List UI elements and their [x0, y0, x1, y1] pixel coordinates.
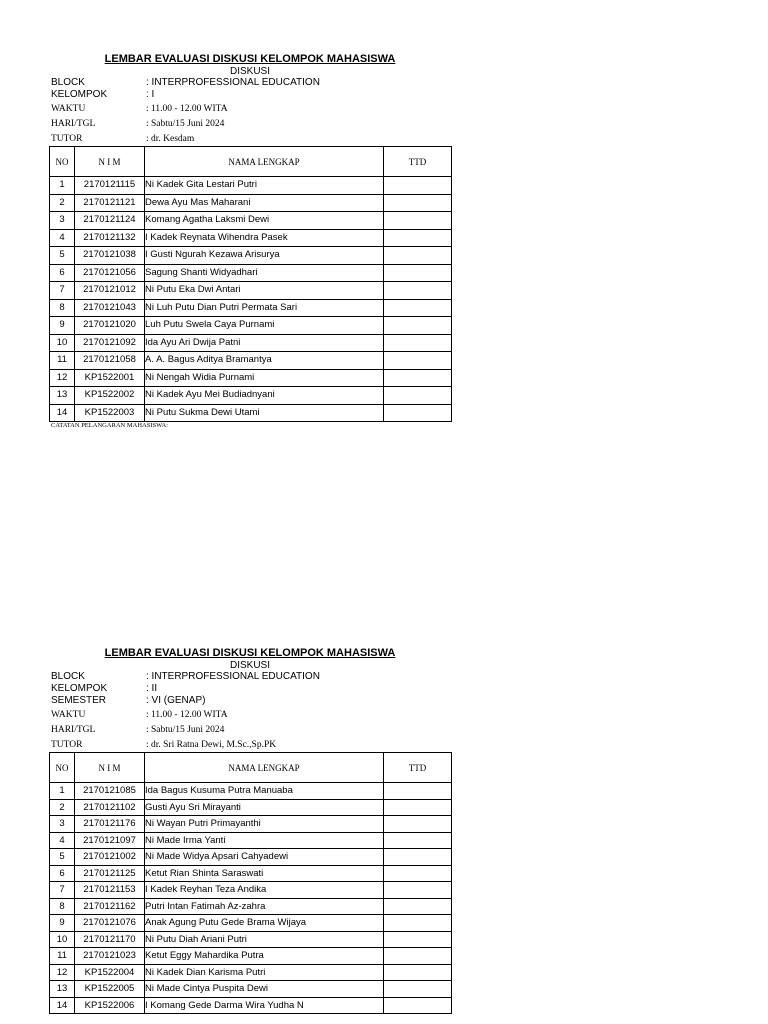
row-number: 5 [50, 247, 75, 265]
row-number: 5 [50, 849, 75, 866]
info-value: : 11.00 - 12.00 WITA [146, 104, 228, 114]
table-row [50, 783, 452, 800]
sheet-info [49, 77, 451, 146]
student-nim: KP1522001 [75, 369, 145, 387]
header-name: NAMA LENGKAP [145, 753, 384, 783]
signature-cell[interactable] [384, 898, 452, 915]
info-label: KELOMPOK [51, 683, 108, 694]
student-name: Ketut Eggy Mahardika Putra [145, 948, 384, 965]
table-row [50, 317, 452, 335]
student-nim: 2170121076 [75, 915, 145, 932]
table-row [50, 816, 452, 833]
student-name: Ni Putu Diah Ariani Putri [145, 931, 384, 948]
student-name: I Gusti Ngurah Kezawa Arisurya [145, 247, 384, 265]
violation-note: CATATAN PELANGARAN MAHASISWA: [51, 422, 169, 429]
student-nim: 2170121023 [75, 948, 145, 965]
info-value: : Sabtu/15 Juni 2024 [146, 725, 225, 735]
info-label: HARI/TGL [51, 119, 96, 129]
signature-cell[interactable] [384, 964, 452, 981]
student-name: Ni Wayan Putri Primayanthi [145, 816, 384, 833]
info-value: : Sabtu/15 Juni 2024 [146, 119, 225, 129]
student-nim: 2170121058 [75, 352, 145, 370]
student-name: I Komang Gede Darma Wira Yudha N [145, 997, 384, 1014]
student-name: Putri Intan Fatimah Az-zahra [145, 898, 384, 915]
table-row [50, 964, 452, 981]
table-row [50, 915, 452, 932]
student-nim: 2170121020 [75, 317, 145, 335]
row-number: 12 [50, 964, 75, 981]
info-value: : INTERPROFESSIONAL EDUCATION [146, 77, 320, 88]
student-name: Ni Made Cintya Puspita Dewi [145, 981, 384, 998]
student-name: Gusti Ayu Sri Mirayanti [145, 799, 384, 816]
table-row [50, 997, 452, 1014]
info-label: KELOMPOK [51, 89, 108, 100]
table-row [50, 352, 452, 370]
table-body [50, 783, 452, 1014]
signature-cell[interactable] [384, 194, 452, 212]
info-label: TUTOR [51, 740, 83, 750]
row-number: 7 [50, 882, 75, 899]
student-name: Anak Agung Putu Gede Brama Wijaya [145, 915, 384, 932]
table-row [50, 229, 452, 247]
table-row [50, 948, 452, 965]
table-row [50, 247, 452, 265]
signature-cell[interactable] [384, 317, 452, 335]
table-row [50, 282, 452, 300]
signature-cell[interactable] [384, 352, 452, 370]
signature-cell[interactable] [384, 799, 452, 816]
info-row-tutor [49, 737, 451, 752]
student-name: A. A. Bagus Aditya Bramantya [145, 352, 384, 370]
table-row [50, 387, 452, 405]
info-row-waktu [49, 101, 451, 116]
student-name: Ni Putu Eka Dwi Antari [145, 282, 384, 300]
student-name: I Kadek Reyhan Teza Andika [145, 882, 384, 899]
table-row [50, 404, 452, 422]
student-name: Komang Agatha Laksmi Dewi [145, 212, 384, 230]
sheet-subtitle: DISKUSI [229, 66, 270, 77]
table-row [50, 799, 452, 816]
row-number: 6 [50, 264, 75, 282]
header-name: NAMA LENGKAP [145, 147, 384, 177]
info-value: : VI (GENAP) [146, 695, 206, 706]
row-number: 10 [50, 334, 75, 352]
student-nim: 2170121012 [75, 282, 145, 300]
signature-cell[interactable] [384, 387, 452, 405]
student-name: Ni Putu Sukma Dewi Utami [145, 404, 384, 422]
signature-cell[interactable] [384, 177, 452, 195]
row-number: 11 [50, 352, 75, 370]
info-value: : dr. Kesdam [146, 134, 195, 144]
student-name: Luh Putu Swela Caya Purnami [145, 317, 384, 335]
info-row-hari-tgl [49, 116, 451, 131]
student-nim: KP1522006 [75, 997, 145, 1014]
row-number: 12 [50, 369, 75, 387]
info-value: : INTERPROFESSIONAL EDUCATION [146, 671, 320, 682]
student-nim: 2170121162 [75, 898, 145, 915]
table-row [50, 865, 452, 882]
student-nim: 2170121038 [75, 247, 145, 265]
info-label: TUTOR [51, 134, 83, 144]
row-number: 1 [50, 783, 75, 800]
signature-cell[interactable] [384, 229, 452, 247]
signature-cell[interactable] [384, 849, 452, 866]
info-label: SEMESTER [51, 695, 107, 706]
evaluation-sheet-group-1 [49, 52, 451, 430]
student-name: Ni Kadek Gita Lestari Putri [145, 177, 384, 195]
info-row-kelompok [49, 89, 451, 101]
info-row-block [49, 671, 451, 683]
student-nim: 2170121102 [75, 799, 145, 816]
signature-cell[interactable] [384, 783, 452, 800]
header-signature: TTD [384, 147, 452, 177]
table-row [50, 212, 452, 230]
table-row [50, 334, 452, 352]
row-number: 1 [50, 177, 75, 195]
table-row [50, 832, 452, 849]
info-row-waktu [49, 707, 451, 722]
student-roster-table [49, 752, 452, 1014]
row-number: 14 [50, 997, 75, 1014]
row-number: 4 [50, 832, 75, 849]
student-nim: KP1522004 [75, 964, 145, 981]
sheet-title: LEMBAR EVALUASI DISKUSI KELOMPOK MAHASISWA [104, 53, 396, 65]
table-row [50, 849, 452, 866]
sheet-info [49, 671, 451, 752]
table-header-row [50, 753, 452, 783]
info-row-semester [49, 695, 451, 707]
header-no: NO [50, 147, 75, 177]
signature-cell[interactable] [384, 404, 452, 422]
table-row [50, 194, 452, 212]
student-name: Dewa Ayu Mas Maharani [145, 194, 384, 212]
info-label: BLOCK [51, 77, 85, 88]
signature-cell[interactable] [384, 334, 452, 352]
student-nim: 2170121153 [75, 882, 145, 899]
row-number: 11 [50, 948, 75, 965]
student-nim: 2170121170 [75, 931, 145, 948]
table-row [50, 981, 452, 998]
signature-cell[interactable] [384, 299, 452, 317]
student-name: Ni Kadek Dian Karisma Putri [145, 964, 384, 981]
info-label: WAKTU [51, 710, 86, 720]
student-name: Ida Ayu Ari Dwija Patni [145, 334, 384, 352]
signature-cell[interactable] [384, 931, 452, 948]
table-row [50, 299, 452, 317]
signature-cell[interactable] [384, 247, 452, 265]
student-nim: 2170121056 [75, 264, 145, 282]
student-nim: 2170121085 [75, 783, 145, 800]
signature-cell[interactable] [384, 264, 452, 282]
info-row-hari-tgl [49, 722, 451, 737]
student-nim: KP1522002 [75, 387, 145, 405]
row-number: 9 [50, 317, 75, 335]
header-no: NO [50, 753, 75, 783]
signature-cell[interactable] [384, 865, 452, 882]
row-number: 13 [50, 387, 75, 405]
student-nim: 2170121002 [75, 849, 145, 866]
student-name: Ni Made Widya Apsari Cahyadewi [145, 849, 384, 866]
info-value: : I [146, 89, 155, 100]
row-number: 2 [50, 194, 75, 212]
student-name: Ni Luh Putu Dian Putri Permata Sari [145, 299, 384, 317]
student-nim: 2170121125 [75, 865, 145, 882]
sheet-title: LEMBAR EVALUASI DISKUSI KELOMPOK MAHASISWA [104, 647, 396, 659]
student-nim: 2170121121 [75, 194, 145, 212]
signature-cell[interactable] [384, 915, 452, 932]
table-row [50, 931, 452, 948]
student-nim: 2170121115 [75, 177, 145, 195]
student-roster-table [49, 146, 452, 422]
signature-cell[interactable] [384, 832, 452, 849]
info-value: : dr. Sri Ratna Dewi, M.Sc.,Sp.PK [146, 740, 277, 750]
row-number: 8 [50, 299, 75, 317]
student-nim: 2170121043 [75, 299, 145, 317]
row-number: 3 [50, 212, 75, 230]
table-row [50, 898, 452, 915]
signature-cell[interactable] [384, 981, 452, 998]
student-name: Ni Nengah Widia Purnami [145, 369, 384, 387]
info-label: HARI/TGL [51, 725, 96, 735]
evaluation-sheet-group-2 [49, 646, 451, 1014]
table-body [50, 177, 452, 422]
student-name: Ni Kadek Ayu Mei Budiadnyani [145, 387, 384, 405]
row-number: 13 [50, 981, 75, 998]
row-number: 7 [50, 282, 75, 300]
row-number: 9 [50, 915, 75, 932]
header-signature: TTD [384, 753, 452, 783]
header-nim: N I M [75, 147, 145, 177]
row-number: 10 [50, 931, 75, 948]
info-label: WAKTU [51, 104, 86, 114]
signature-cell[interactable] [384, 997, 452, 1014]
signature-cell[interactable] [384, 369, 452, 387]
row-number: 14 [50, 404, 75, 422]
student-nim: KP1522005 [75, 981, 145, 998]
student-name: Ida Bagus Kusuma Putra Manuaba [145, 783, 384, 800]
student-nim: 2170121092 [75, 334, 145, 352]
signature-cell[interactable] [384, 948, 452, 965]
info-row-kelompok [49, 683, 451, 695]
row-number: 8 [50, 898, 75, 915]
student-name: Ni Made Irma Yanti [145, 832, 384, 849]
header-nim: N I M [75, 753, 145, 783]
info-value: : II [146, 683, 158, 694]
student-name: Ketut Rian Shinta Saraswati [145, 865, 384, 882]
row-number: 6 [50, 865, 75, 882]
student-name: I Kadek Reynata Wihendra Pasek [145, 229, 384, 247]
student-nim: 2170121132 [75, 229, 145, 247]
info-row-block [49, 77, 451, 89]
info-value: : 11.00 - 12.00 WITA [146, 710, 228, 720]
table-header-row [50, 147, 452, 177]
row-number: 4 [50, 229, 75, 247]
student-nim: 2170121124 [75, 212, 145, 230]
row-number: 3 [50, 816, 75, 833]
info-label: BLOCK [51, 671, 85, 682]
table-row [50, 264, 452, 282]
signature-cell[interactable] [384, 816, 452, 833]
table-row [50, 882, 452, 899]
table-row [50, 177, 452, 195]
signature-cell[interactable] [384, 212, 452, 230]
signature-cell[interactable] [384, 282, 452, 300]
student-nim: 2170121176 [75, 816, 145, 833]
signature-cell[interactable] [384, 882, 452, 899]
sheet-subtitle: DISKUSI [229, 660, 270, 671]
student-nim: KP1522003 [75, 404, 145, 422]
row-number: 2 [50, 799, 75, 816]
student-name: Sagung Shanti Widyadhari [145, 264, 384, 282]
info-row-tutor [49, 131, 451, 146]
student-nim: 2170121097 [75, 832, 145, 849]
table-row [50, 369, 452, 387]
